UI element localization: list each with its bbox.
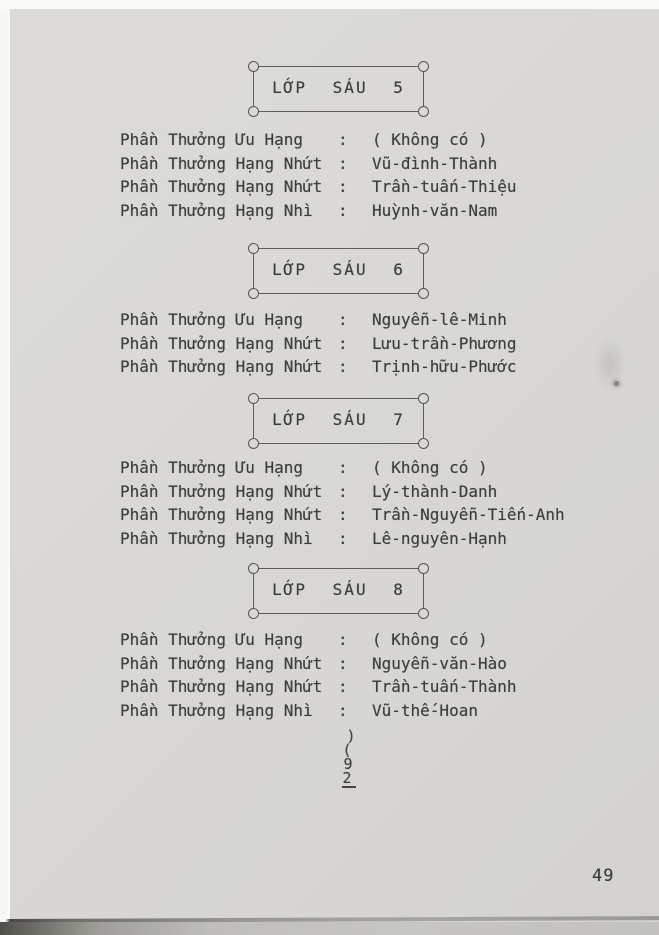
award-label: Phần Thưởng Hạng Nhứt: [120, 505, 323, 525]
page-number: 49: [592, 866, 615, 886]
award-separator: :: [338, 200, 348, 220]
award-label: Phần Thưởng Hạng Nhì: [120, 200, 313, 220]
award-separator: :: [338, 653, 348, 673]
corner-circle-icon: [418, 438, 429, 449]
class-title: LỚP SÁU 6: [272, 260, 405, 279]
award-separator: :: [338, 630, 348, 649]
flourish-glyph: (: [342, 741, 352, 759]
end-flourish: [334, 729, 362, 788]
award-row: [120, 527, 630, 551]
award-label: Phần Thưởng Hạng Nhì: [120, 700, 313, 720]
award-row: [120, 355, 630, 379]
corner-circle-icon: [418, 61, 429, 72]
award-label: Phần Thưởng Hạng Nhứt: [120, 677, 323, 697]
award-value: Trần-tuấn-Thiệu: [372, 177, 517, 197]
award-row: [120, 652, 630, 676]
award-row: [120, 152, 630, 176]
class-title: LỚP SÁU 5: [272, 78, 405, 97]
award-value: Nguyễn-lê-Minh: [372, 310, 507, 329]
award-separator: :: [338, 357, 348, 377]
award-label: Phần Thưởng Hạng Nhứt: [120, 653, 323, 673]
award-label: Phần Thưởng Hạng Nhứt: [120, 357, 323, 377]
award-label: Phần Thưởng Hạng Nhứt: [120, 481, 323, 501]
award-label: Phần Thưởng Ưu Hạng: [120, 310, 304, 329]
award-row: [120, 456, 630, 480]
award-separator: :: [338, 677, 348, 697]
award-value: ( Không có ): [372, 130, 488, 149]
award-separator: :: [338, 528, 348, 548]
class-header-box-sau-8: [253, 568, 424, 614]
award-label: Phần Thưởng Hạng Nhứt: [120, 333, 323, 353]
award-row: [120, 480, 630, 504]
corner-circle-icon: [248, 608, 259, 619]
corner-circle-icon: [248, 438, 259, 449]
award-label: Phần Thưởng Ưu Hạng: [120, 130, 304, 149]
award-separator: :: [338, 177, 348, 197]
award-separator: :: [338, 505, 348, 525]
award-row: [120, 199, 630, 223]
award-value: Trần-Nguyễn-Tiến-Anh: [372, 505, 565, 525]
award-label: Phần Thưởng Hạng Nhứt: [120, 153, 323, 173]
scan-edge-top: [0, 0, 659, 9]
award-value: Trần-tuấn-Thành: [372, 677, 517, 697]
award-row: [120, 128, 630, 152]
award-value: Lưu-trần-Phương: [372, 333, 517, 353]
class-header-box-sau-7: [253, 398, 424, 444]
award-value: Lê-nguyên-Hạnh: [372, 528, 507, 548]
award-value: ( Không có ): [372, 458, 488, 477]
award-value: Nguyễn-văn-Hào: [372, 653, 507, 673]
award-row: [120, 175, 630, 199]
award-row: [120, 628, 630, 652]
award-label: Phần Thưởng Hạng Nhứt: [120, 177, 323, 197]
corner-circle-icon: [248, 288, 259, 299]
flourish-glyph: 9: [343, 755, 353, 773]
award-row: [120, 308, 630, 332]
award-row: [120, 675, 630, 699]
class-header-box-sau-5: [253, 66, 424, 112]
corner-circle-icon: [418, 288, 429, 299]
award-label: Phần Thưởng Hạng Nhì: [120, 528, 313, 548]
award-separator: :: [338, 333, 348, 353]
corner-circle-icon: [248, 61, 259, 72]
corner-circle-icon: [418, 106, 429, 117]
award-row: [120, 503, 630, 527]
corner-circle-icon: [248, 563, 259, 574]
award-label: Phần Thưởng Ưu Hạng: [120, 458, 304, 477]
award-value: ( Không có ): [372, 630, 488, 649]
class-title: LỚP SÁU 8: [272, 580, 405, 599]
awards-list-sau-7: [120, 456, 630, 550]
award-separator: :: [338, 310, 348, 329]
award-separator: :: [338, 458, 348, 477]
award-value: Huỳnh-văn-Nam: [372, 200, 498, 220]
award-label: Phần Thưởng Ưu Hạng: [120, 630, 304, 649]
paper-stain-dot: [614, 381, 619, 386]
flourish-glyph: 2: [342, 771, 355, 788]
award-value: Trịnh-hữu-Phước: [372, 357, 517, 377]
corner-circle-icon: [248, 243, 259, 254]
award-value: Vũ-đình-Thành: [372, 153, 498, 173]
flourish-glyph: ): [346, 727, 356, 745]
awards-list-sau-6: [120, 308, 630, 379]
corner-circle-icon: [418, 393, 429, 404]
awards-list-sau-5: [120, 128, 630, 222]
scan-edge-left: [0, 9, 10, 922]
corner-circle-icon: [248, 106, 259, 117]
award-value: Lý-thành-Danh: [372, 481, 498, 501]
award-separator: :: [338, 481, 348, 501]
award-value: Vũ-thế-Hoan: [372, 700, 478, 720]
corner-circle-icon: [418, 608, 429, 619]
scan-edge-bottom: [0, 922, 659, 935]
award-row: [120, 699, 630, 723]
award-separator: :: [338, 700, 348, 720]
corner-circle-icon: [248, 393, 259, 404]
award-separator: :: [338, 130, 348, 149]
corner-circle-icon: [418, 243, 429, 254]
class-header-box-sau-6: [253, 248, 424, 294]
award-row: [120, 332, 630, 356]
awards-list-sau-8: [120, 628, 630, 722]
class-title: LỚP SÁU 7: [272, 410, 405, 429]
award-separator: :: [338, 153, 348, 173]
corner-circle-icon: [418, 563, 429, 574]
